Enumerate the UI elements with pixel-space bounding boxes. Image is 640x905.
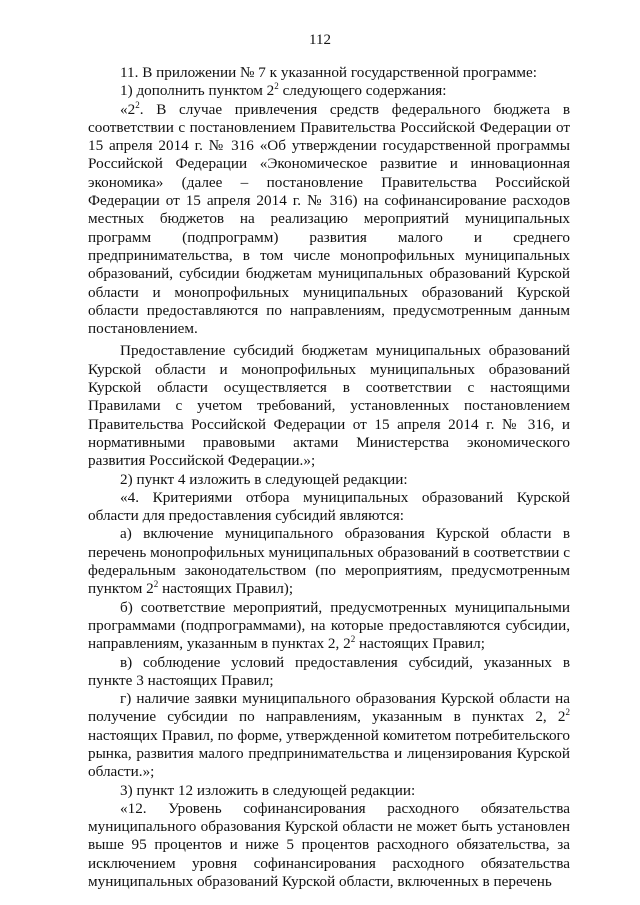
- paragraph-text: настоящих Правил, по форме, утвержденной комитетом потребительского рынка, развития малого предпринимательства и лицензирования Курской области.»;: [88, 726, 570, 781]
- paragraph-text: 2) пункт 4 изложить в следующей редакции:: [120, 470, 408, 488]
- paragraph-text: «4. Критериями отбора муниципальных образований Курской области для предоставления субсидий являются:: [88, 488, 570, 525]
- paragraph-text: б) соответствие мероприятий, предусмотренных муниципальными программами (подпрограммами), на которые предоставляются субсидии, направлениям, указанным в пунктах 2, 2: [88, 598, 570, 653]
- superscript: 2: [135, 99, 140, 110]
- page-number: 112: [309, 32, 331, 48]
- paragraph-p05: [88, 471, 570, 489]
- paragraph-text: г) наличие заявки муниципального образования Курской области на получение субсидии по направлениям, указанным в пунктах 2, 2: [88, 690, 570, 726]
- superscript: 2: [350, 634, 356, 645]
- paragraph-text: 3) пункт 12 изложить в следующей редакции:: [120, 781, 416, 799]
- paragraph-text: в) соблюдение условий предоставления субсидий, указанных в пункте 3 настоящих Правил;: [88, 653, 570, 689]
- paragraph-p08: [88, 599, 570, 654]
- paragraph-text: Предоставление субсидий бюджетам муниципальных образований Курской области и монопрофильных муниципальных образований Курской области осуществляется в соответствии с настоящими Правилами с учетом требований, установленных постановлением Правительства Российской Федерации от 15 апреля 2014 г. № 316, и нормативными правовыми актами Министерства экономического развития Российской Федерации.»;: [88, 342, 570, 470]
- paragraph-text: 1) дополнить пунктом 2: [120, 82, 275, 100]
- paragraph-p06: [88, 489, 570, 526]
- document-body: [88, 64, 570, 891]
- paragraph-text: «2: [120, 100, 136, 118]
- paragraph-p09: [88, 654, 570, 691]
- paragraph-text: настоящих Правил;: [355, 635, 485, 653]
- paragraph-p12: [88, 800, 570, 891]
- paragraph-p02: [88, 82, 570, 100]
- paragraph-p04: [88, 342, 570, 470]
- paragraph-text: «12. Уровень софинансирования расходного обязательства муниципального образования Курской области не может быть установлен выше 95 процентов и ниже 5 процентов расходного обязательства, за исключением уровня софинансирования расходного обязательства муниципальных образований Курской области, включенных в перечень: [88, 799, 570, 891]
- superscript: 2: [153, 579, 159, 590]
- paragraph-text: 11. В приложении № 7 к указанной государственной программе:: [120, 64, 537, 81]
- paragraph-p01: [88, 64, 570, 82]
- paragraph-p07: [88, 525, 570, 598]
- paragraph-p10: [88, 690, 570, 781]
- superscript: 2: [274, 81, 279, 92]
- paragraph-text: настоящих Правил);: [158, 580, 294, 598]
- paragraph-p11: [88, 782, 570, 800]
- paragraph-p03: [88, 101, 570, 339]
- paragraph-text: а) включение муниципального образования Курской области в перечень монопрофильных муниципальных образований в соответствии с федеральным законодательством (по мероприятиям, предусмотренным пунктом 2: [88, 525, 570, 598]
- paragraph-text: . В случае привлечения средств федерального бюджета в соответствии с постановлением Правительства Российской Федерации от 15 апреля 2014 г. № 316 «Об утверждении государственной программы Российской Федерации «Экономическое развитие и инновационная экономика» (далее – постановление Правительства Российской Федерации от 15 апреля 2014 г. № 316) на софинансирование расходов местных бюджетов на реализацию мероприятий муниципальных программ (подпрограмм) развития малого и среднего предпринимательства, в том числе монопрофильных муниципальных образований, субсидии бюджетам муниципальных образований Курской области и монопрофильных муниципальных образований Курской области предоставляются по направлениям, предусмотренным данным постановлением.: [88, 100, 570, 338]
- superscript: 2: [565, 707, 570, 718]
- paragraph-text: следующего содержания:: [278, 82, 447, 100]
